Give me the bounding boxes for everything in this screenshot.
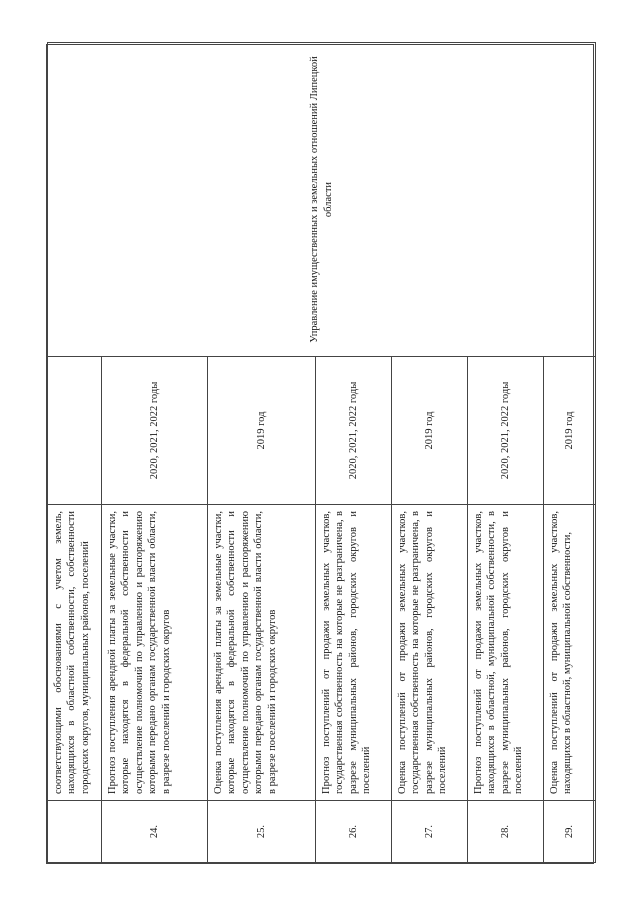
row-description: Оценка поступлений от продажи земельных участков, находящихся в областной, муниципальной собственности, [544, 505, 596, 801]
row-description: Прогноз поступлений от продажи земельных участков, государственная собственность на которые не разграничена, в разрезе муниципальных районов, городских округов и поселений [316, 505, 392, 801]
row-period: 2020, 2021, 2022 годы [102, 357, 208, 505]
row-period: 2019 год [544, 357, 596, 505]
row-description: Прогноз поступлений от продажи земельных участков, находящихся в областной, муниципальной собственности, в разрезе муниципальных районов, городских округов и поселений [468, 505, 544, 801]
row-period: 2019 год [392, 357, 468, 505]
row-period: 2019 год [208, 357, 316, 505]
table-row [48, 43, 102, 863]
row-description: Прогноз поступления арендной платы за земельные участки, которые находятся в федеральной собственности и осуществление полномочий по управлению и распоряжению которыми передано органам государственной власти области, в разрезе поселений и городских округов [102, 505, 208, 801]
row-number: 29. [544, 801, 596, 863]
data-table [47, 42, 596, 863]
row-number: 24. [102, 801, 208, 863]
row-number: 25. [208, 801, 316, 863]
organization-text: Управление имущественных и земельных отношений Липецкой области [309, 56, 334, 343]
row-number [48, 801, 102, 863]
row-number: 27. [392, 801, 468, 863]
row-description: Оценка поступлений от продажи земельных участков, государственная собственность на которые не разграничена, в разрезе муниципальных районов, городских округов и поселений [392, 505, 468, 801]
row-description: Оценка поступления арендной платы за земельные участки, которые находятся в федеральной собственности и осуществление полномочий по управлению и распоряжению которыми передано органам государственной власти области, в разрезе поселений и городских округов [208, 505, 316, 801]
row-period: 2020, 2021, 2022 годы [316, 357, 392, 505]
responsible-organization [48, 43, 596, 357]
row-number: 28. [468, 801, 544, 863]
row-period [48, 357, 102, 505]
rotated-table-page [46, 44, 594, 864]
row-description: соответствующими обоснованиями с учетом земель, находящихся в областной собственности, собственности городских округов, муниципальных районов, поселений [48, 505, 102, 801]
row-number: 26. [316, 801, 392, 863]
row-period: 2020, 2021, 2022 годы [468, 357, 544, 505]
